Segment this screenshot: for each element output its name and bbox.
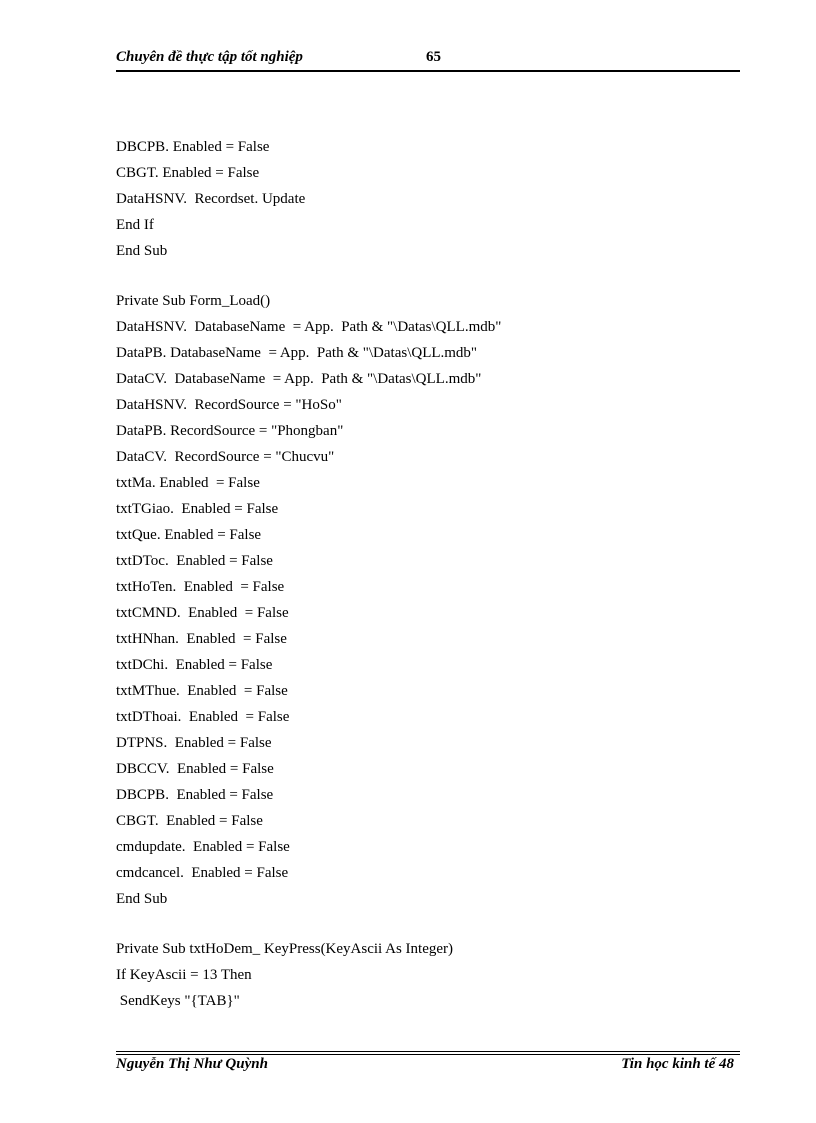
- code-line: txtDThoai. Enabled = False: [116, 709, 290, 725]
- code-line: SendKeys "{TAB}": [116, 993, 240, 1009]
- code-line: txtTGiao. Enabled = False: [116, 501, 279, 517]
- code-line: End Sub: [116, 243, 168, 259]
- author-name: Nguyễn Thị Như Quỳnh: [116, 1056, 268, 1072]
- code-line: DataPB. DatabaseName = App. Path & "\Datas\QLL.mdb": [116, 345, 478, 361]
- code-line: txtHNhan. Enabled = False: [116, 631, 287, 647]
- code-line: DTPNS. Enabled = False: [116, 735, 272, 751]
- footer-divider-bottom: [116, 1054, 740, 1055]
- code-line: txtQue. Enabled = False: [116, 527, 262, 543]
- code-line: DataHSNV. Recordset. Update: [116, 191, 306, 207]
- code-line: txtCMND. Enabled = False: [116, 605, 289, 621]
- header-divider: [116, 70, 740, 72]
- document-title: Chuyên đề thực tập tốt nghiệp: [116, 49, 303, 65]
- footer-divider-top: [116, 1051, 740, 1052]
- code-line: txtHoTen. Enabled = False: [116, 579, 285, 595]
- code-line: End If: [116, 217, 154, 233]
- code-line: DataHSNV. DatabaseName = App. Path & "\Datas\QLL.mdb": [116, 319, 502, 335]
- code-line: DBCPB. Enabled = False: [116, 787, 274, 803]
- code-line: txtDChi. Enabled = False: [116, 657, 273, 673]
- page-header: [116, 49, 740, 69]
- code-listing: [116, 134, 736, 1014]
- blank-line: [116, 912, 736, 936]
- code-line: If KeyAscii = 13 Then: [116, 967, 252, 983]
- code-line: DataPB. RecordSource = "Phongban": [116, 423, 344, 439]
- code-line: End Sub: [116, 891, 168, 907]
- code-line: txtDToc. Enabled = False: [116, 553, 273, 569]
- page-number: 65: [426, 49, 441, 65]
- code-line: DataCV. RecordSource = "Chucvu": [116, 449, 335, 465]
- code-line: CBGT. Enabled = False: [116, 165, 260, 181]
- page-footer: [116, 1056, 740, 1076]
- code-line: DBCPB. Enabled = False: [116, 139, 270, 155]
- code-line: DBCCV. Enabled = False: [116, 761, 274, 777]
- code-line: Private Sub txtHoDem_ KeyPress(KeyAscii As Integer): [116, 941, 454, 957]
- code-line: Private Sub Form_Load(): [116, 293, 271, 309]
- course-name: Tin học kinh tế 48: [621, 1056, 734, 1072]
- code-line: DataCV. DatabaseName = App. Path & "\Datas\QLL.mdb": [116, 371, 482, 387]
- blank-line: [116, 264, 736, 288]
- code-line: txtMa. Enabled = False: [116, 475, 260, 491]
- code-line: txtMThue. Enabled = False: [116, 683, 288, 699]
- code-line: DataHSNV. RecordSource = "HoSo": [116, 397, 342, 413]
- code-line: cmdcancel. Enabled = False: [116, 865, 289, 881]
- code-line: CBGT. Enabled = False: [116, 813, 263, 829]
- code-line: cmdupdate. Enabled = False: [116, 839, 290, 855]
